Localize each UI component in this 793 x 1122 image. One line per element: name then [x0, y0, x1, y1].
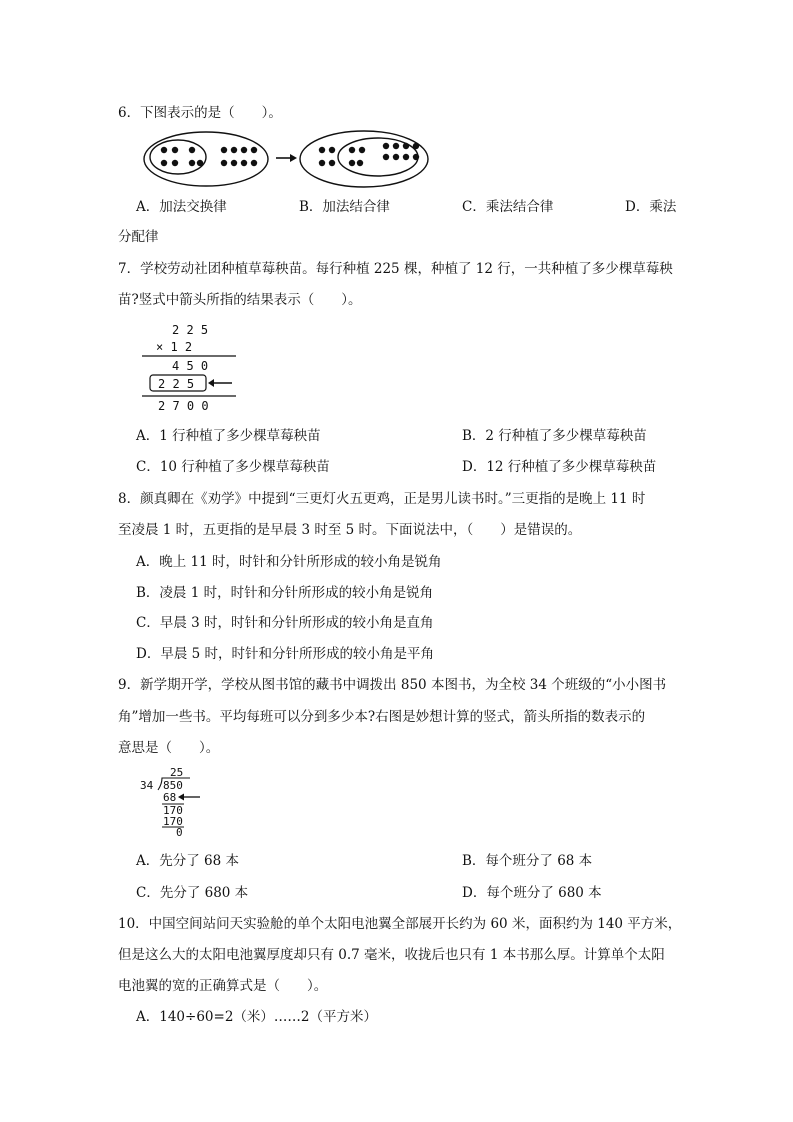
q7-partial2: 2 2 5 — [158, 377, 195, 391]
q7-stem-line1: 7．学校劳动社团种植草莓秧苗。每行种植 225 棵，种植了 12 行，一共种植了多少棵草莓秧 — [118, 261, 673, 277]
q10-stem-line3: 电池翼的宽的正确算式是（ ）。 — [118, 978, 328, 994]
q9-option-d[interactable]: D．每个班分了 680 本 — [462, 885, 602, 901]
q6-arrow-icon — [276, 154, 297, 162]
q8-stem-line2: 至凌晨 1 时，五更指的是早晨 3 时至 5 时。下面说法中，（ ）是错误的。 — [118, 522, 582, 538]
q6-option-d[interactable]: D．乘法 — [625, 199, 677, 215]
q8-option-a[interactable]: A．晚上 11 时，时针和分针所形成的较小角是锐角 — [136, 554, 442, 570]
q7-multiplicand: 2 2 5 — [172, 323, 209, 337]
q6-dot-diagram — [142, 128, 432, 190]
q6-option-d-wrap: 分配律 — [118, 229, 159, 245]
q7-partial1: 4 5 0 — [172, 359, 209, 373]
q8-option-c[interactable]: C．早晨 3 时，时针和分针所形成的较小角是直角 — [136, 615, 434, 631]
q6-option-c[interactable]: C．乘法结合律 — [462, 199, 554, 215]
q8-option-b[interactable]: B．凌晨 1 时，时针和分针所形成的较小角是锐角 — [136, 585, 434, 601]
q6-left-inner-ellipse — [150, 140, 206, 174]
q9-step3: 170 — [163, 815, 183, 828]
q6-option-a[interactable]: A．加法交换律 — [136, 199, 227, 215]
q7-arrow-icon — [208, 379, 232, 387]
q10-option-a[interactable]: A．140÷60=2（米）……2（平方米） — [136, 1009, 377, 1025]
q7-stem-line2: 苗?竖式中箭头所指的结果表示（ ）。 — [118, 292, 362, 308]
q7-result: 2 7 0 0 — [158, 399, 209, 413]
q9-step1: 68 — [163, 791, 177, 804]
q9-dividend: 850 — [163, 779, 183, 792]
q7-option-d[interactable]: D．12 行种植了多少棵草莓秧苗 — [462, 459, 657, 475]
q6-right-dots — [319, 143, 419, 166]
q7-option-c[interactable]: C．10 行种植了多少棵草莓秧苗 — [136, 459, 330, 475]
q9-arrow-icon — [178, 794, 200, 801]
q7-multiplier: × 1 2 — [156, 340, 193, 354]
q9-stem-line3: 意思是（ ）。 — [118, 740, 220, 756]
q7-option-a[interactable]: A．1 行种植了多少棵草莓秧苗 — [136, 428, 321, 444]
q6-left-dots — [161, 147, 257, 166]
q9-remainder: 0 — [176, 826, 183, 838]
q7-multiplication-figure — [136, 320, 246, 414]
q9-option-c[interactable]: C．先分了 680 本 — [136, 885, 249, 901]
q10-stem-line2: 但是这么大的太阳电池翼厚度却只有 0.7 毫米，收拢后也只有 1 本书那么厚。计算单个太阳 — [118, 947, 665, 963]
q8-option-d[interactable]: D．早晨 5 时，时针和分针所形成的较小角是平角 — [136, 646, 434, 662]
q7-option-b[interactable]: B．2 行种植了多少棵草莓秧苗 — [462, 428, 647, 444]
q9-stem-line1: 9．新学期开学，学校从图书馆的藏书中调拨出 850 本图书，为全校 34 个班级的“小小图书 — [118, 677, 667, 693]
q9-step2: 170 — [163, 804, 183, 817]
q8-stem-line1: 8．颜真卿在《劝学》中提到“三更灯火五更鸡，正是男儿读书时。”三更指的是晚上 11 时 — [118, 491, 646, 507]
q9-option-a[interactable]: A．先分了 68 本 — [136, 853, 240, 869]
q9-divisor: 34 — [140, 779, 154, 792]
q9-long-division-figure — [138, 766, 218, 838]
q10-stem-line1: 10．中国空间站问天实验舱的单个太阳电池翼全部展开长约为 60 米，面积约为 140 平方米， — [118, 916, 682, 932]
q6-stem: 6．下图表示的是（ ）。 — [118, 105, 282, 121]
q9-quotient: 25 — [170, 766, 184, 779]
q9-stem-line2: 角”增加一些书。平均每班可以分到多少本?右图是妙想计算的竖式，箭头所指的数表示的 — [118, 709, 646, 725]
q9-option-b[interactable]: B．每个班分了 68 本 — [462, 853, 593, 869]
q6-option-b[interactable]: B．加法结合律 — [299, 199, 390, 215]
